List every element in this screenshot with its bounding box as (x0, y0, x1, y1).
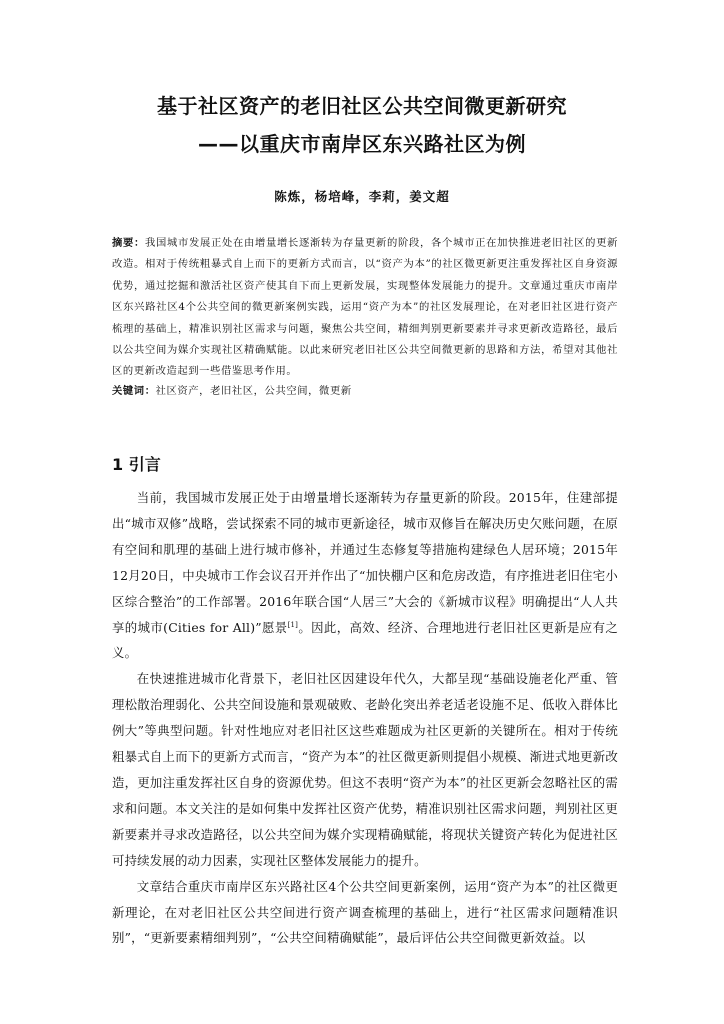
paragraph-text: 当前，我国城市发展正处于由增量增长逐渐转为存量更新的阶段。2015年，住建部提出“城市双修”战略，尝试探索不同的城市更新途径，城市双修旨在解决历史欠账问题，在原有空间和肌理的基础上进行城市修补，并通过生态修复等措施构建绿色人居环境；2015年12月20日，中央城市工作会议召开并作出了“加快棚户区和危房改造，有序推进老旧住宅小区综合整治”的工作部署。2016年联合国“人居三”大会的《新城市议程》明确提出“人人共享的城市(Cities for All)”愿景 (112, 490, 618, 635)
paper-subtitle: ——以重庆市南岸区东兴路社区为例 (198, 132, 526, 156)
abstract-text: 我国城市发展正处在由增量增长逐渐转为存量更新的阶段，各个城市正在加快推进老旧社区的更新改造。相对于传统粗暴式自上而下的更新方式而言，以“资产为本”的社区微更新更注重发挥社区自身资源优势，通过挖掘和激活社区资产使其自下而上更新发展，实现整体发展能力的提升。文章通过重庆市南岸区东兴路社区4个公共空间的微更新案例实践，运用“资产为本”的社区发展理论，在对老旧社区进行资产梳理的基础上，精准识别社区需求与问题，聚焦公共空间，精细判别更新要素并寻求更新改造路径，最后以公共空间为媒介实现社区精确赋能。以此来研究老旧社区公共空间微更新的思路和方法，希望对其他社区的更新改造起到一些借鉴思考作用。 (112, 237, 618, 378)
author-list: 陈炼，杨培峰，李莉，姜文超 (274, 189, 450, 204)
section-heading-introduction: 1 引言 (112, 455, 161, 474)
citation-marker[interactable]: [1] (287, 620, 299, 629)
keywords (112, 382, 618, 397)
section-body (112, 485, 618, 951)
paragraph: 在快速推进城市化背景下，老旧社区因建设年代久，大都呈现“基础设施老化严重、管理松散治理弱化、公共空间设施和景观破败、老龄化突出养老适老设施不足、低收入群体比例大”等典型问题。针对性地应对老旧社区这些难题成为社区更新的关键所在。相对于传统粗暴式自上而下的更新方式而言，“资产为本”的社区微更新则提倡小规模、渐进式地更新改造，更加注重发挥社区自身的资源优势。但这不表明“资产为本”的社区更新会忽略社区的需求和问题。本文关注的是如何集中发挥社区资产优势，精准识别社区需求问题，判别社区更新要素并寻求改造路径，以公共空间为媒介实现精确赋能，将现状关键资产转化为促进社区可持续发展的动力因素，实现社区整体发展能力的提升。 (112, 671, 618, 868)
paragraph-text: 。因此，高效、经济、合理地进行老旧社区更新是应有之义。 (112, 619, 618, 661)
keywords-label: 关键词： (112, 385, 156, 397)
paper-title: 基于社区资产的老旧社区公共空间微更新研究 (157, 94, 567, 118)
abstract (112, 233, 618, 383)
abstract-label: 摘要： (112, 237, 146, 249)
paragraph: 文章结合重庆市南岸区东兴路社区4个公共空间更新案例，运用“资产为本”的社区微更新理论，在对老旧社区公共空间进行资产调查梳理的基础上，进行“社区需求问题精准识别”，“更新要素精细判别”，“公共空间精确赋能”，最后评估公共空间微更新效益。以 (112, 878, 618, 946)
paragraph (112, 485, 618, 666)
keywords-text: 社区资产，老旧社区，公共空间，微更新 (155, 385, 352, 397)
